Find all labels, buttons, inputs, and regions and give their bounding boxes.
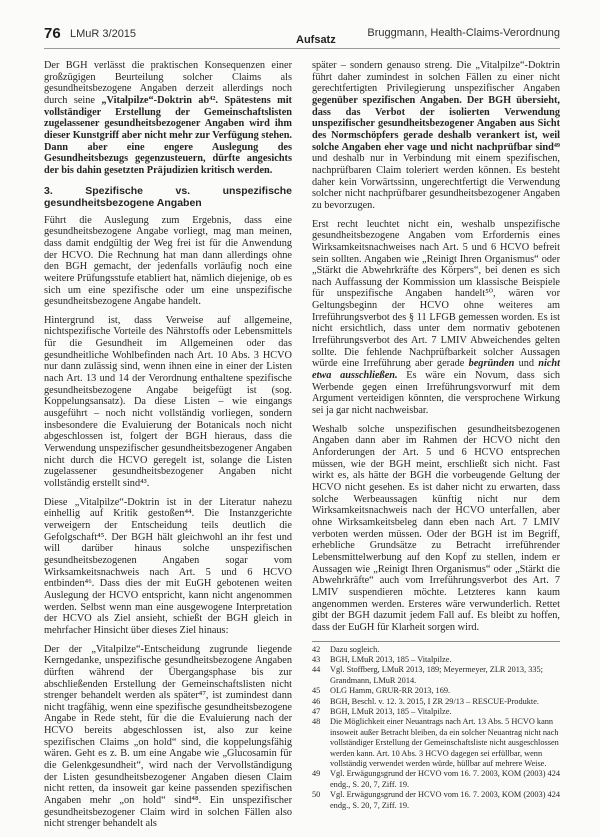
- paragraph: Führt die Auslegung zum Ergebnis, dass eine gesundheitsbezogene Angabe vorliegt, mag man meinen, dass damit endgültig der Weg frei ist für die Anwendung der HCVO. Die Rechnung hat man dann allerdings ohne den BGH gemacht, der jedenfalls vorläufig noch eine weitere Prüfungsstufe etabliert hat, nämlich diejenige, ob es sich um eine spezifische oder um eine unspezifische gesundheitsbezogene Angabe handelt.: [44, 214, 292, 308]
- footnote-text: Vgl. Erwägungsgrund der HCVO vom 16. 7. 2003, KOM (2003) 424 endg., S. 20, 7, Ziff. 19.: [330, 790, 560, 810]
- footnote: [312, 686, 560, 696]
- paragraph-text: und: [518, 358, 535, 370]
- footnote: [312, 655, 560, 665]
- header-rule: [44, 48, 560, 49]
- paragraph-emphasis: nicht etwa ausschließen.: [312, 358, 560, 382]
- footnote-number: 48: [312, 717, 321, 727]
- footnote-text: Die Möglichkeit einer Neuantrags nach Art. 13 Abs. 5 HCVO kann insoweit außer Betracht bleiben, da ein solcher Neuantrag nicht nach vollständiger Erstellung der Gemeinschaftsliste nicht ausgeschlossen werden kann. Art. 10 Abs. 3 HCVO dagegen sei erfüllbar, wenn vollständig verwendet werden würde, hüllbar auf mehrere Weise.: [330, 717, 559, 768]
- footnote-number: 43: [312, 654, 321, 664]
- footnote-number: 49: [312, 769, 321, 779]
- footnote-number: 47: [312, 706, 321, 716]
- paragraph-text: später – sondern genauso streng. Die „Vitalpilze“-Doktrin führt daher zumindest in solchen Fällen zu einer nicht gerechtfertigten Privilegierung unspezifischer Angaben: [312, 60, 560, 95]
- section-heading: 3. Spezifische vs. unspezifische gesundheitsbezogene Angaben: [44, 184, 292, 209]
- footnote: [312, 717, 560, 769]
- paragraph-emphasis: begründen: [468, 358, 515, 370]
- paragraph: Hintergrund ist, dass Verweise auf allgemeine, nichtspezifische Vorteile des Nährstoffs oder Lebensmittels für die Gesundheit im Allgemeinen oder das gesundheitliche Wohlbefinden nach Art. 10 Abs. 3 HCVO nur dann zulässig sind, wenn ihnen eine in einer der Listen nach Art. 13 und 14 der Verordnung enthaltene spezifische gesundheitsbezogene Angabe beigefügt ist (sog. Koppelungsansatz). Da diese Listen – wie eingangs ausgeführt – noch nicht vollständig vorliegen, sondern insbesondere die Evaluierung der Botanicals noch nicht abgeschlossen ist, folgert der BGH hieraus, dass die Verwendung unspezifischer gesundheitsbezogener Angaben nicht durch die HCVO geregelt ist, solange die Listen zugelassener gesundheitsbezogener Angaben nicht vollständig erstellt sind⁴³.: [44, 314, 292, 489]
- paragraph-text: und deshalb nur in Verbindung mit einem spezifischen, nachprüfbaren Claim toleriert werden können. Es besteht daher kein Vorwärtssinn, ungerechtfertigt die Verwendung solcher nicht nachprüfbarer gesundheitsbezogener Angaben zu bevorzugen.: [312, 153, 560, 211]
- footnote-number: 46: [312, 696, 321, 706]
- running-title: Bruggmann, Health-Claims-Verordnung: [367, 27, 560, 39]
- footnote-text: OLG Hamm, GRUR-RR 2013, 169.: [330, 686, 451, 696]
- paragraph-bold-text: gegenüber spezifischen Angaben. Der BGH übersieht, dass das Verbot der isolierten Verwendung unspezifischer gesundheitsbezogener Angaben aus Sicht des Normschöpfers gerade deshalb verankert ist, weil solche Angaben eher vage und nicht nachprüfbar sind⁴⁹: [312, 94, 560, 153]
- footnote: [312, 645, 560, 655]
- right-column: [312, 60, 560, 811]
- paragraph-text: Erst recht leuchtet nicht ein, weshalb unspezifische gesundheitsbezogene Angaben vom Erfordernis eines Wirksamkeitsnachweises nach Art. 5 und 6 HCVO befreit sein sollten. Angaben wie „Reinigt Ihren Organismus“ oder „Stärkt die Abwehrkräfte des Körpers“, bei denen es sich nach Auffassung der Kommission um klassische Beispiele für unspezifische Angaben handelt⁵⁰, wären vor Geltungsbeginn der HCVO ohne weiteres am Irreführungsverbot des § 11 LFGB gemessen worden. Es ist nicht ersichtlich, dass unter dem normativ gebotenen Irreführungsverbot des Art. 7 LMIV Abweichendes gelten sollte. Die fehlende Nachprüfbarkeit solcher Aussagen würde eine Irreführung aber gerade: [312, 218, 560, 370]
- footnote-text: Vgl. Erwägungsgrund der HCVO vom 16. 7. 2003, KOM (2003) 424 endg., S. 20, 7, Ziff. 19.: [330, 769, 560, 789]
- paragraph-text: Der BGH verlässt die praktischen Konsequenzen einer großzügigen Beurteilung solcher Claims als gesundheitsbezogene Angaben derzeit allerdings noch durch seine: [44, 60, 292, 106]
- paragraph: [312, 219, 560, 417]
- paragraph-bold-text: „Vitalpilze“-Doktrin ab⁴². Spätestens mit vollständiger Erstellung der Gemeinschaftslisten zugelassener gesundheitsbezogener Angaben wird ihm dieser Kunstgriff aber nicht mehr zur Verfügung stehen. Dann aber eine engere Auslegung des Gesundheitsbezugs gegenzusteuern, dürfte angesichts der bis dahin gesetzten Präjudizien kritisch werden.: [44, 94, 292, 176]
- footnote: [312, 769, 560, 790]
- footnote: [312, 697, 560, 707]
- paragraph: Weshalb solche unspezifischen gesundheitsbezogenen Angaben dann aber im Rahmen der HCVO nicht den Anforderungen der Art. 5 und 6 HCVO entsprechen müssen, wie der BGH meint, erschließt sich nicht. Fast wirkt es, als hätte der BGH die vorbeugende Geltung der HCVO nicht gesehen. Es ist daher nicht zu erwarten, dass solche Werbeaussagen künftig nicht nur dem Wirksamkeitsnachweis nach der HCVO unterfallen, aber ohne Wirksamkeitsbeleg dann eben nach Art. 7 LMIV verboten werden müssen. Oder der BGH ist im Begriff, erhebliche Grundsätze zu Betracht irreführender Lebensmittelwerbung auf den Kopf zu stellen, indem er Aussagen wie „Reinigt Ihren Organismus“ oder „Stärkt die Abwehrkräfte“ auch vom Irreführungsverbot des Art. 7 LMIV suspendieren möchte. Letzteres kann kaum angenommen werden. Ersteres wäre verwunderlich. Rettet gibt der BGH dazumit jedem Fall auf. Es bleibt zu hoffen, dass der EuGH für Klarheit sorgen wird.: [312, 423, 560, 633]
- footnote-text: Vgl. Stoffberg, LMuR 2013, 189; Meyermeyer, ZLR 2013, 335; Grandmann, LMuR 2014.: [330, 665, 543, 685]
- footnote: [312, 790, 560, 811]
- footnote: [312, 707, 560, 717]
- footnotes: [312, 641, 560, 812]
- page-number: 76: [44, 25, 61, 42]
- footnote-number: 50: [312, 790, 321, 800]
- footnote-text: Dazu sogleich.: [330, 644, 380, 654]
- paragraph: [312, 60, 560, 212]
- footnote-text: BGH, LMuR 2013, 185 – Vitalpilze.: [330, 706, 452, 716]
- footnote-text: BGH, LMuR 2013, 185 – Vitalpilze.: [330, 654, 452, 664]
- footnote-number: 45: [312, 686, 321, 696]
- footnote: [312, 665, 560, 686]
- footnote-text: BGH, Beschl. v. 12. 3. 2015, I ZR 29/13 – RESCUE-Produkte.: [330, 696, 539, 706]
- left-column: [44, 60, 292, 837]
- section-label: Aufsatz: [296, 34, 336, 46]
- footnote-number: 44: [312, 665, 321, 675]
- paragraph: Der der „Vitalpilze“-Entscheidung zugrunde liegende Kerngedanke, unspezifische gesundheitsbezogene Angaben dürften während der Übergangsphase bis zur abschließenden Erstellung der Gemeinschaftslisten nicht strenger behandelt werden als später⁴⁷, ist zumindest dann nicht tragfähig, wenn eine spezifische gesundheitsbezogene Angabe in Rede steht, für die die Evaluierung nach der HCVO bereits abgeschlossen ist, also zur keine spezifischen Claims „on hold“ sind, die koppelungsfähig wären. Geht es z. B. um eine Angabe wie „Glucosamin für die Gelenkgesundheit“, wird nach der Vervollständigung der Listen gesundheitsbezogener Angaben diesen Claim nicht retten, da insoweit gar keine passenden spezifischen Angaben mehr „on hold“ sind⁴⁸. Ein unspezifischer gesundheitsbezogener Claim wird in solchen Fällen also nicht strenger behandelt als: [44, 643, 292, 830]
- paragraph: [44, 60, 292, 177]
- journal-issue: LMuR 3/2015: [70, 28, 137, 40]
- footnote-number: 42: [312, 644, 321, 654]
- page-header: [44, 18, 560, 48]
- paragraph: Diese „Vitalpilze“-Doktrin ist in der Literatur nahezu einhellig auf Kritik gestoßen⁴⁴. Die Instanzgerichte verweigern der Entscheidung teils deutlich die Gefolgschaft⁴⁵. Der BGH hält gleichwohl an ihr fest und will darüber hinaus solche unspezifischen gesundheitsbezogenen Angaben sogar vom Wirksamkeitsnachweis nach Art. 5 und 6 HCVO entbinden⁴⁶. Dass dies der mit EuGH gebotenen weiten Auslegung der HCVO entspricht, kann nicht angenommen werden. Selbst wenn man eine ausgewogene Interpretation der HCVO als Ziel ansieht, schießt der BGH gleich in mehrfacher Hinsicht über dieses Ziel hinaus:: [44, 496, 292, 636]
- paragraph-text: Es wäre ein Novum, dass sich Werbende gegen einen Irreführungsvorwurf mit dem Argument verteidigen könnten, die versprochene Wirkung sei ja gar nicht nachweisbar.: [312, 370, 560, 417]
